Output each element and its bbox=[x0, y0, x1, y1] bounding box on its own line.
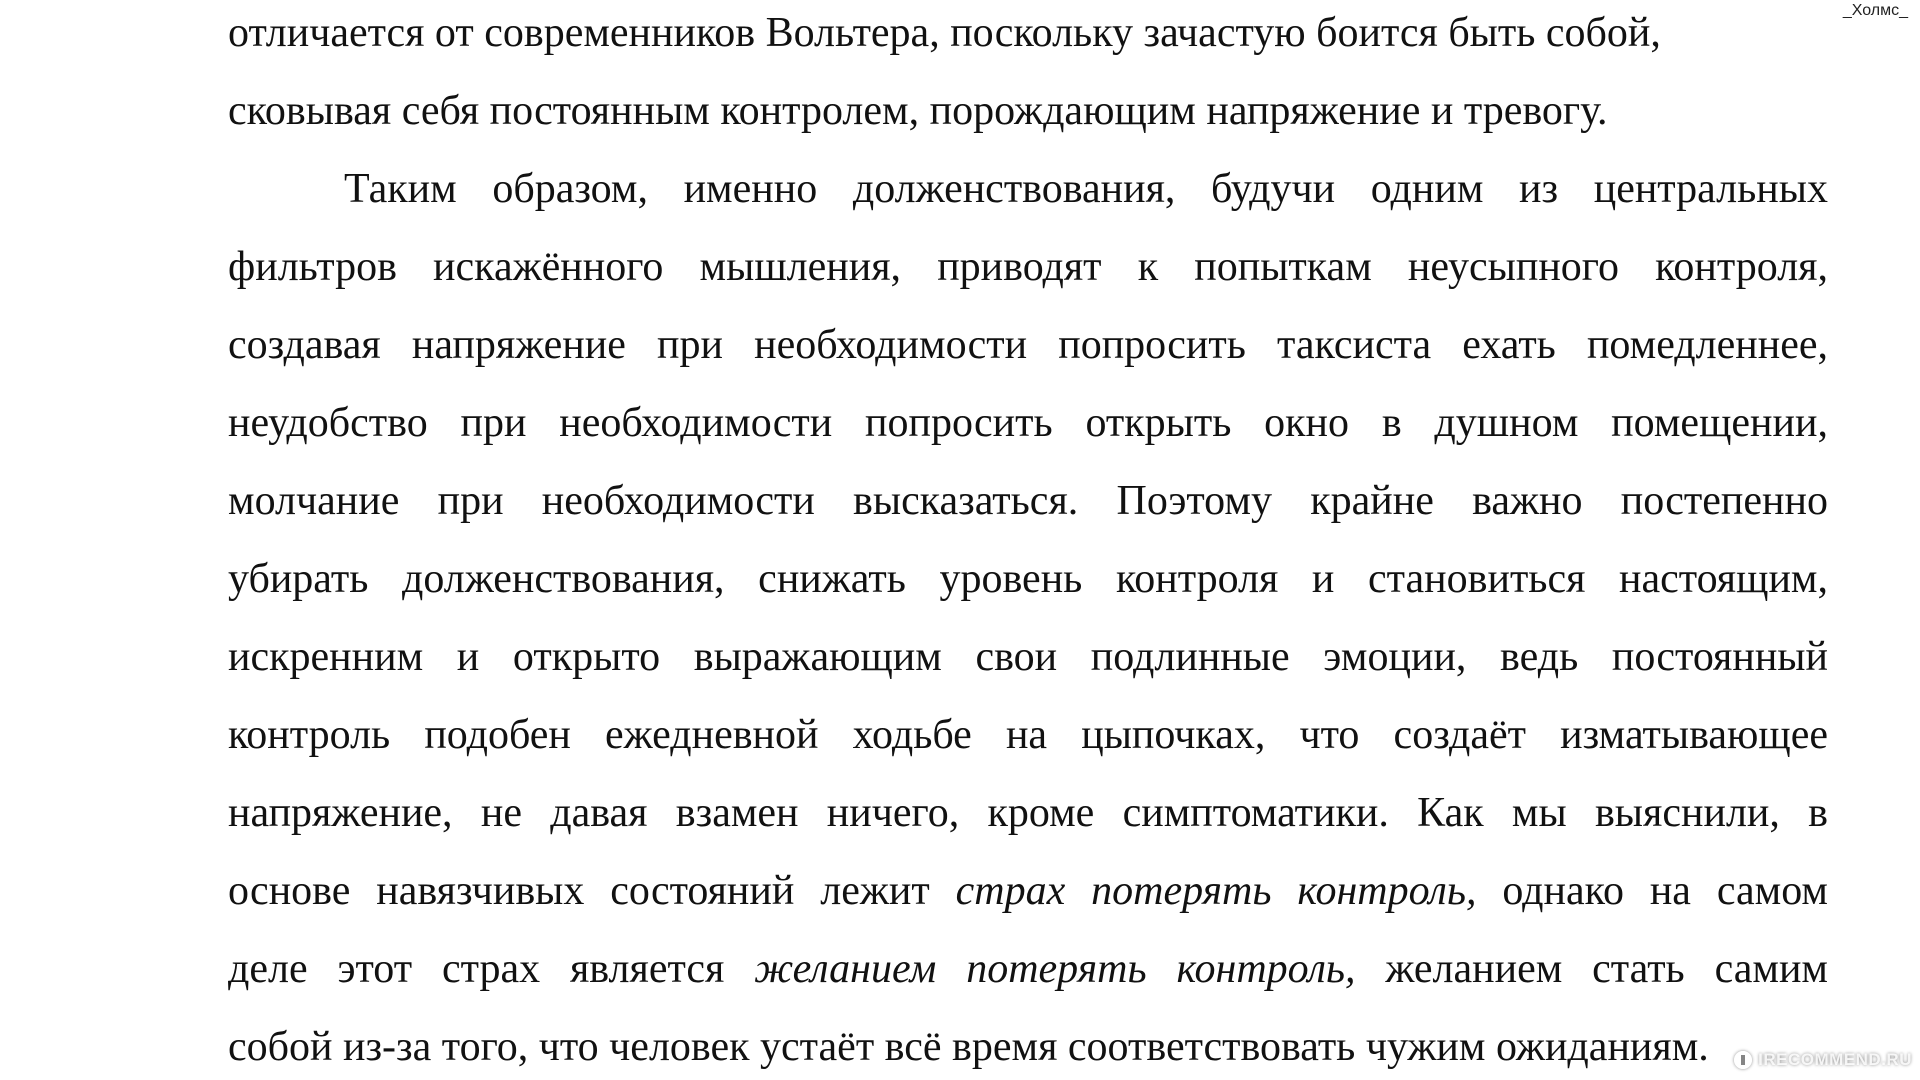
paragraph-line: неудобство при необходимости попросить открыть окно в душном помещении, bbox=[228, 400, 1828, 446]
paragraph-line: Таким образом, именно долженствования, будучи одним из центральных bbox=[344, 166, 1828, 212]
paragraph-line: контроль подобен ежедневной ходьбе на цыпочках, что создаёт изматывающее bbox=[228, 712, 1828, 758]
site-watermark-text: IRECOMMEND.RU bbox=[1758, 1050, 1912, 1069]
paragraph-line: сковывая себя постоянным контролем, порождающим напряжение и тревогу. bbox=[228, 88, 1608, 134]
username-watermark: _Холмс_ bbox=[1842, 2, 1908, 19]
paragraph-line: создавая напряжение при необходимости попросить таксиста ехать помедленнее, bbox=[228, 322, 1828, 368]
paragraph-line: молчание при необходимости высказаться. Поэтому крайне важно постепенно bbox=[228, 478, 1828, 524]
paragraph-line: собой из-за того, что человек устаёт всё время соответствовать чужим ожиданиям. bbox=[228, 1024, 1709, 1070]
paragraph-line: отличается от современников Вольтера, поскольку зачастую боится быть собой, bbox=[228, 10, 1661, 56]
text-run: желанием стать самим bbox=[1355, 946, 1829, 992]
paragraph-line: напряжение, не давая взамен ничего, кроме симптоматики. Как мы выяснили, в bbox=[228, 790, 1828, 836]
paragraph-line bbox=[228, 930, 1828, 1008]
paragraph-line: фильтров искажённого мышления, приводят к попыткам неусыпного контроля, bbox=[228, 244, 1828, 290]
text-run: основе навязчивых состояний лежит bbox=[228, 868, 956, 914]
paragraph-line bbox=[228, 852, 1828, 930]
site-watermark bbox=[1734, 1050, 1912, 1070]
paragraph-line: искренним и открыто выражающим свои подлинные эмоции, ведь постоянный bbox=[228, 634, 1828, 680]
italic-phrase: желанием потерять контроль, bbox=[754, 946, 1356, 992]
italic-phrase: страх потерять контроль, bbox=[955, 868, 1477, 914]
document-body bbox=[228, 0, 1828, 1080]
text-run: однако на самом bbox=[1476, 868, 1828, 914]
text-run: деле этот страх является bbox=[228, 946, 755, 992]
paragraph-line: убирать долженствования, снижать уровень контроля и становиться настоящим, bbox=[228, 556, 1828, 602]
exclamation-icon bbox=[1734, 1051, 1752, 1069]
